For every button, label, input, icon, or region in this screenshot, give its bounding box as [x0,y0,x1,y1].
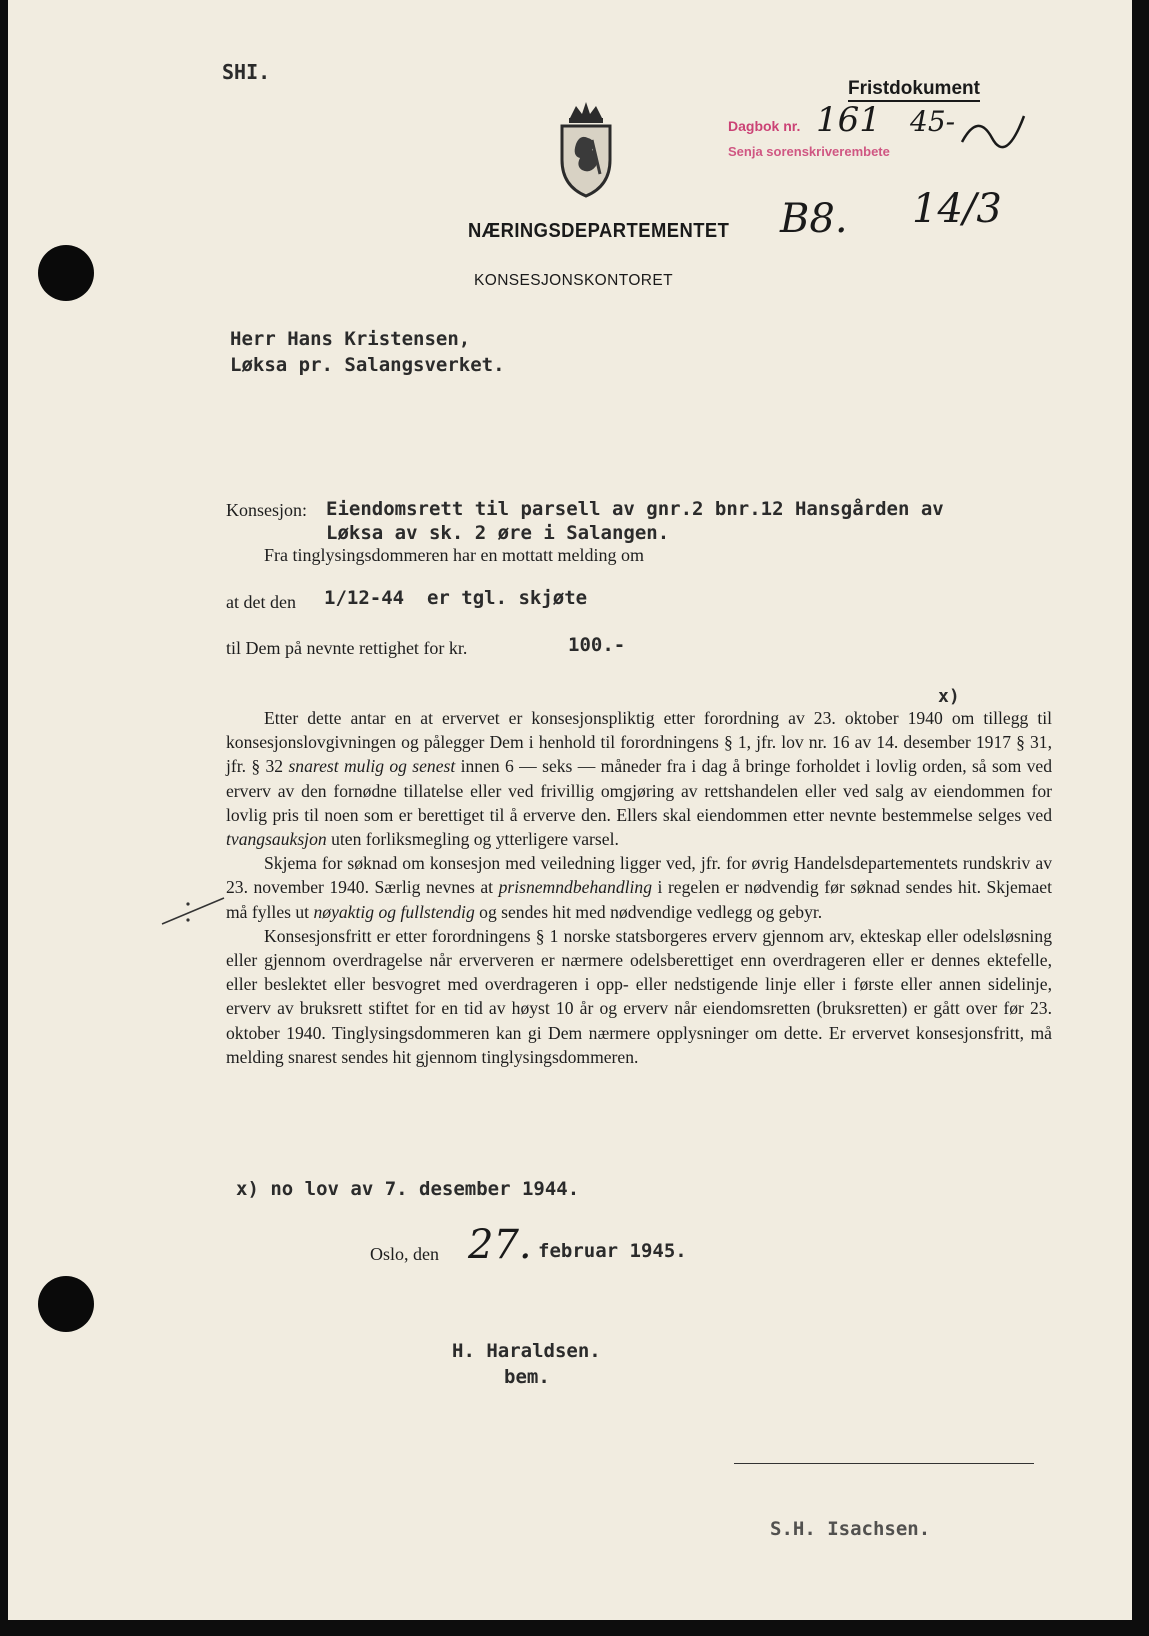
recipient-address [230,326,505,378]
recipient-line-1: Herr Hans Kristensen, [230,328,471,350]
signer-note: bem. [504,1366,550,1388]
paragraph-1 [226,706,1052,851]
footnote-mark: x) [938,686,960,707]
paragraph-2-part-a: Skjema for søknad om konsesjon med veiledning ligger ved, jfr. for øvrig Handelsdepartementets rundskriv av 23. november 1940. Særlig nevnes at [226,853,1052,898]
paragraph-1-part-c: uten forliksmegling og ytterligere varsel. [331,829,619,850]
concession-intro: Fra tinglysingsdommeren har en mottatt melding om [264,545,644,565]
registration-date: 1/12-44 er tgl. skjøte [324,587,588,609]
paragraph-2-part-c: og sendes hit med nødvendige vedlegg og gebyr. [479,901,823,922]
closing-month-year: februar 1945. [538,1240,687,1262]
margin-mark [158,890,228,930]
amount-value: 100.- [568,634,626,656]
top-left-code: SHI. [222,60,271,84]
department-title: NÆRINGSDEPARTEMENTET [468,220,730,242]
amount-prefix: til Dem på nevnte rettighet for kr. [226,638,468,658]
date-prefix: at det den [226,592,296,612]
stamp-scribble [958,102,1028,154]
concession-value-line-1: Eiendomsrett til parsell av gnr.2 bnr.12 Hansgården av [326,498,944,520]
concession-label: Konsesjon: [226,500,307,520]
fristdokument-block [848,78,980,100]
stamp-dagbok-label: Dagbok nr. [728,118,801,134]
norway-coat-of-arms-icon [556,100,616,200]
office-subtitle: KONSESJONSKONTORET [474,272,673,289]
stamp-office-line: Senja sorenskriverembete [728,144,890,159]
signature-line [734,1463,1034,1464]
signer-name: H. Haraldsen. [452,1340,601,1362]
paragraph-2-part-b: i regelen er nødvendig før søknad sendes hit. Skjemaet må fylles ut [226,877,1052,922]
body-text [226,706,1052,1069]
closing-place-prefix: Oslo, den [370,1244,439,1264]
bottom-signer: S.H. Isachsen. [770,1518,931,1540]
footnote-text: x) no lov av 7. desember 1944. [236,1178,580,1200]
punch-hole-bottom [38,1276,94,1332]
paragraph-1-emphasis-1: snarest mulig og senest [288,756,456,777]
stamp-number-handwritten: 161 [816,100,881,140]
paragraph-2 [226,851,1052,924]
paragraph-1-part-a: Etter dette antar en at ervervet er konsesjonspliktig etter forordning av 23. oktober 1940 om tillegg til konsesjonslovgivningen og pålegger Dem i henhold til forordningens § 1, jfr. lov nr. 16 av 14. desember 1917 § 31, jfr. § 32 [226,708,1052,777]
paragraph-1-part-b: innen 6 — seks — måneder fra i dag å bringe forholdet i lovlig orden, så som ved erverv av den fornødne tillatelse eller ved frivillig omgjøring av rettshandelen eller ved salg av eiendommen for lovlig pris til noen som er berettiget til å erverve den. Ellers skal eiendommen etter nevnte bestemmelse selges ved [226,756,1053,825]
document-page [8,0,1132,1620]
registry-stamp [728,118,800,134]
fristdokument-label: Fristdokument [848,78,980,102]
paragraph-3: Konsesjonsfritt er etter forordningens § 1 norske statsborgeres erverv gjennom arv, ekteskap eller odelsløsning eller gjennom overdragelse når erververen er nærmere odelsberettiget enn overdrageren eller er dennes ektefelle, eller beslektet eller besvogret med overdrageren i opp- eller nedstigende linje eller i første eller annen sidelinje, erverv av bruksrett stiftet for en tid av høyst 10 år og erverv når eiendomsretten (bruksretten) er gått over før 23. oktober 1940. Tinglysingsdommeren kan gi Dem nærmere opplysninger om dette. Er ervervet konsesjonsfritt, må melding snarest sendes hit gjennom tinglysingsdommeren. [226,925,1052,1067]
stamp-year-handwritten: 45- [910,105,956,138]
punch-hole-top [38,245,94,301]
handwritten-reference: B8. [780,196,848,242]
handwritten-date: 14/3 [912,186,1002,232]
paragraph-2-emphasis-1: prisnemndbehandling [498,877,653,898]
closing-day-handwritten: 27. [468,1222,532,1268]
recipient-line-2: Løksa pr. Salangsverket. [230,354,505,376]
concession-value-line-2: Løksa av sk. 2 øre i Salangen. [326,522,670,544]
paragraph-1-emphasis-2: tvangsauksjon [226,829,327,850]
paragraph-2-emphasis-2: nøyaktig og fullstendig [313,901,475,922]
